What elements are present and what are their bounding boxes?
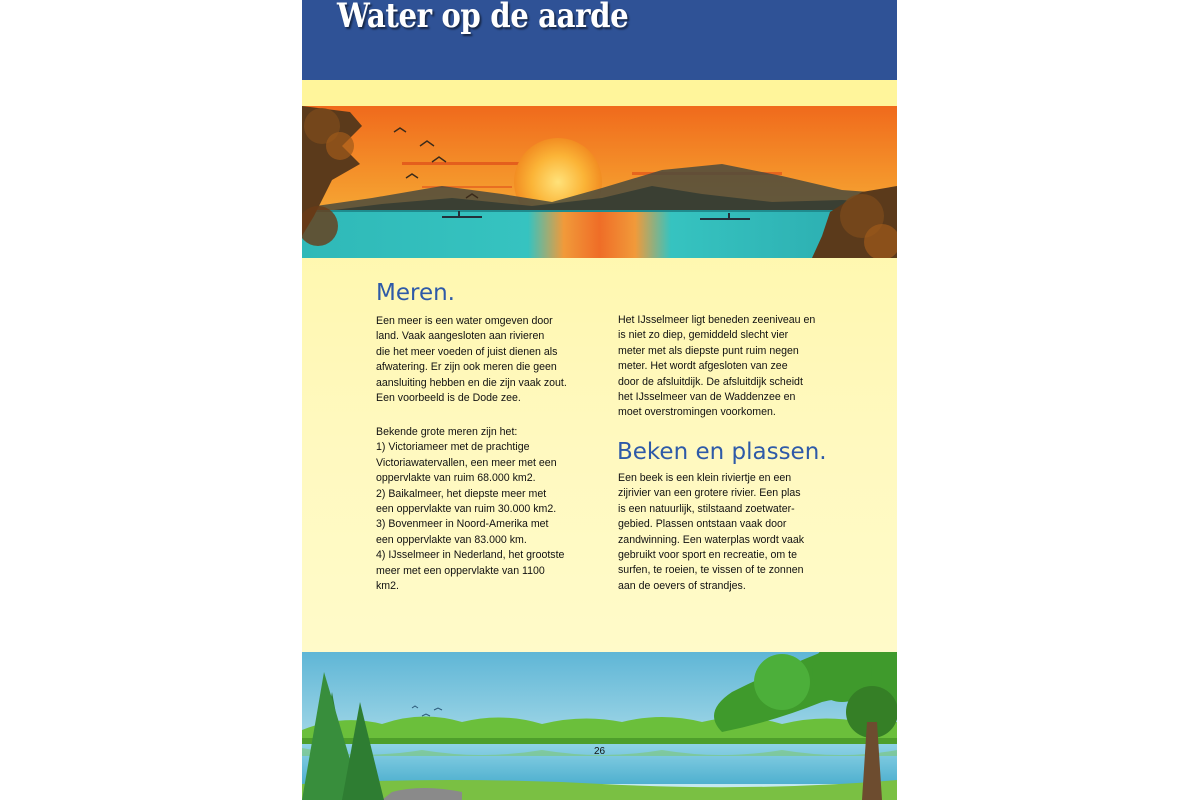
title-banner <box>302 0 897 80</box>
text-line: Bekende grote meren zijn het: <box>376 426 518 438</box>
text-line: meter met als diepste punt ruim negen <box>618 344 799 357</box>
text-line: aansluiting hebben en die zijn vaak zout. <box>376 376 567 389</box>
list-item: 3) Bovenmeer in Noord-Amerika met <box>376 518 549 531</box>
text-line: Een voorbeeld is de Dode zee. <box>376 391 521 404</box>
list-item: 4) IJsselmeer in Nederland, het grootste <box>376 549 565 562</box>
text-line: die het meer voeden of juist dienen als <box>376 345 558 358</box>
meren-intro-text <box>376 314 567 406</box>
list-item: 1) Victoriameer met de prachtige <box>376 441 530 454</box>
text-line: gebruikt voor sport en recreatie, om te <box>618 548 798 561</box>
page-title: Water op de aarde <box>337 0 629 36</box>
text-line: Een meer is een water omgeven door <box>376 315 553 327</box>
text-line: land. Vaak aangesloten aan rivieren <box>376 330 545 343</box>
text-line: door de afsluitdijk. De afsluitdijk scheidt <box>618 375 803 388</box>
sunset-lake-illustration <box>302 106 897 258</box>
section-heading-meren: Meren. <box>376 280 455 306</box>
list-item: km2. <box>376 579 399 592</box>
list-item: Victoriawatervallen, een meer met een <box>376 456 557 469</box>
page-number: 26 <box>593 746 606 757</box>
list-item: een oppervlakte van 83.000 km. <box>376 533 527 546</box>
list-item: oppervlakte van ruim 68.000 km2. <box>376 472 536 485</box>
section-heading-beken: Beken en plassen. <box>617 439 827 465</box>
text-line: het IJsselmeer van de Waddenzee en <box>618 390 796 403</box>
text-line: meter. Het wordt afgesloten van zee <box>618 360 788 373</box>
list-item: een oppervlakte van ruim 30.000 km2. <box>376 502 557 515</box>
yellow-band <box>302 80 897 106</box>
beken-text <box>618 471 804 594</box>
text-line: aan de oevers of strandjes. <box>618 579 746 592</box>
ijsselmeer-text <box>618 313 815 421</box>
lake-meadow-illustration <box>302 652 897 800</box>
list-item: 2) Baikalmeer, het diepste meer met <box>376 487 547 500</box>
list-item: meer met een oppervlakte van 1100 <box>376 564 545 577</box>
text-line: is niet zo diep, gemiddeld slecht vier <box>618 329 789 342</box>
text-line: surfen, te roeien, te vissen of te zonnen <box>618 564 804 577</box>
text-line: gebied. Plassen ontstaan vaak door <box>618 518 787 531</box>
document-page <box>302 0 897 800</box>
text-line: moet overstromingen voorkomen. <box>618 406 776 419</box>
text-line: zandwinning. Een waterplas wordt vaak <box>618 533 805 546</box>
text-line: is een natuurlijk, stilstaand zoetwater- <box>618 502 795 515</box>
text-line: zijrivier van een grotere rivier. Een plas <box>618 487 801 500</box>
text-line: Een beek is een klein riviertje en een <box>618 472 792 484</box>
text-line: afwatering. Er zijn ook meren die geen <box>376 361 557 374</box>
meren-list-text <box>376 425 564 594</box>
text-line: Het IJsselmeer ligt beneden zeeniveau en <box>618 314 816 326</box>
